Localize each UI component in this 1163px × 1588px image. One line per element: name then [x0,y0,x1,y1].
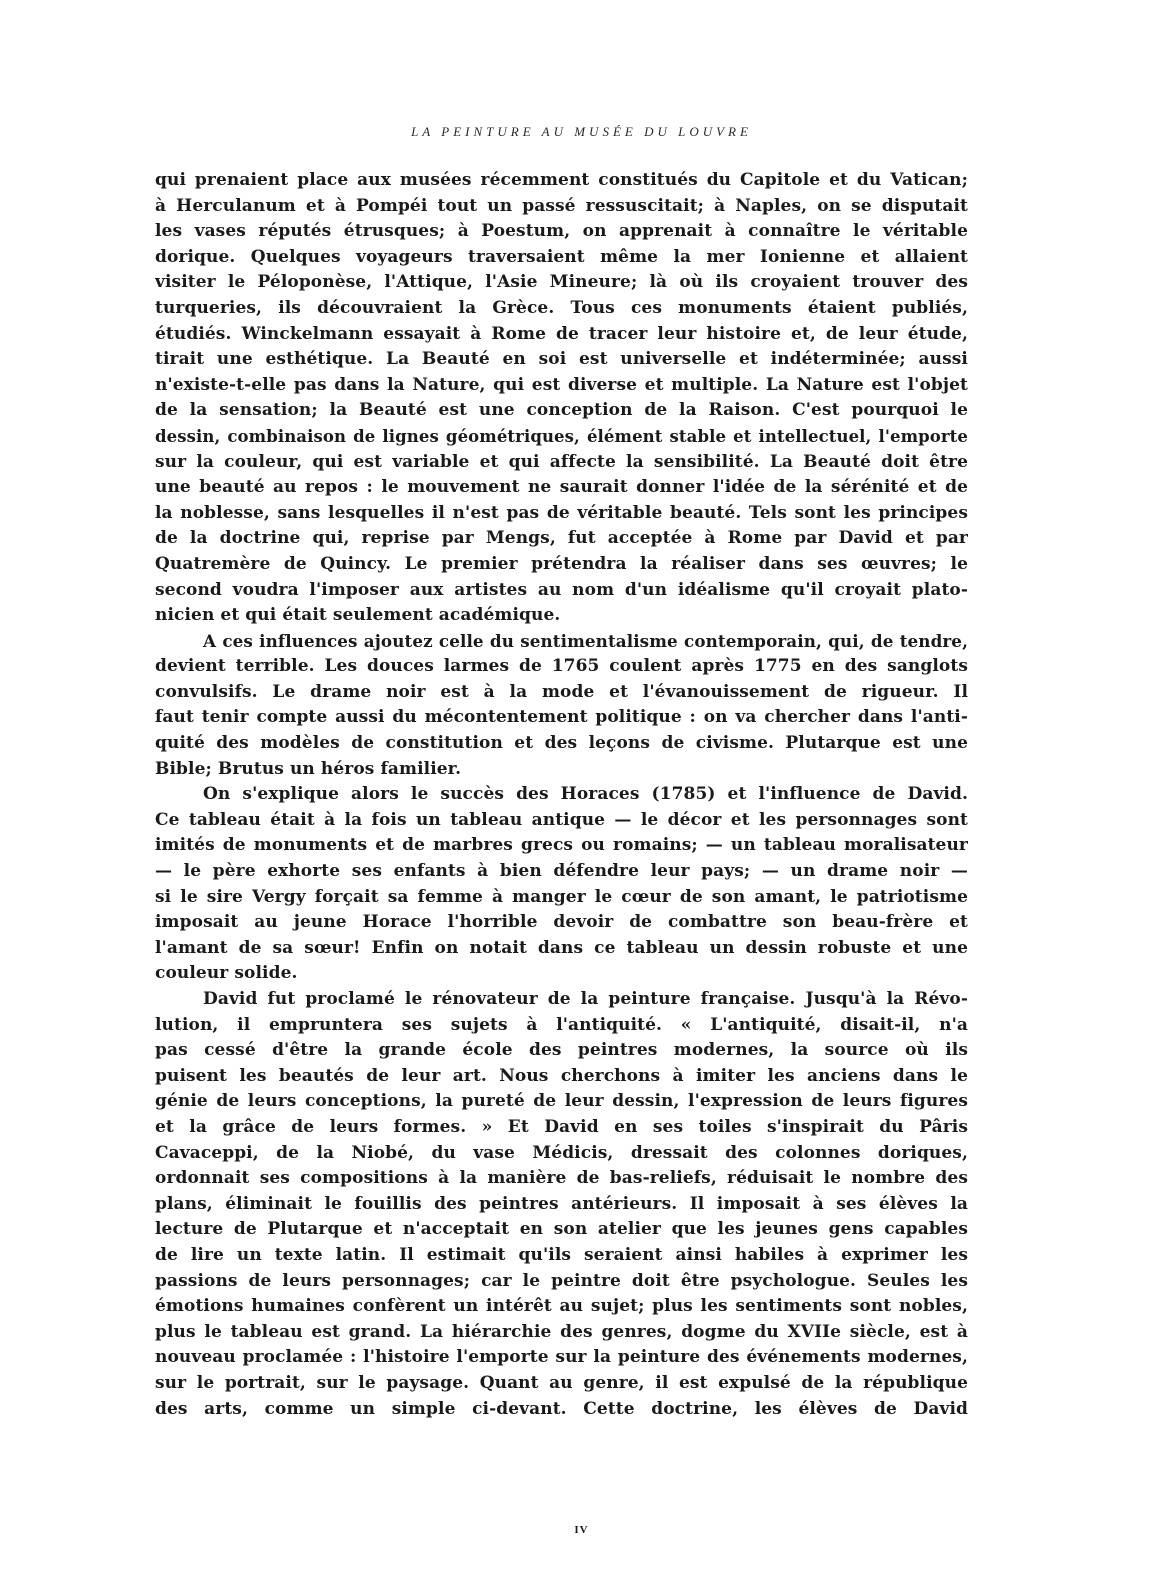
text-line: la noblesse, sans lesquelles il n'est pas de véritable beauté. Tels sont les principes [155,502,968,523]
running-head: LA PEINTURE AU MUSÉE DU LOUVRE [411,124,752,139]
text-line: imités de monuments et de marbres grecs ou romains; — un tableau moralisateur [155,835,968,856]
text-line: — le père exhorte ses enfants à bien défendre leur pays; — un drame noir — [155,861,968,882]
text-line: lecture de Plutarque et n'acceptait en son atelier que les jeunes gens capables [155,1219,968,1240]
text-line: couleur solide. [155,963,298,984]
text-line: les vases réputés étrusques; à Poestum, on apprenait à connaître le véritable [155,221,968,242]
text-line: visiter le Péloponèse, l'Attique, l'Asie Mineure; là où ils croyaient trouver des [155,272,968,293]
page-number: IV [574,1524,589,1536]
text-line: n'existe-t-elle pas dans la Nature, qui est diverse et multiple. La Nature est l'objet [155,374,968,395]
text-line: si le sire Vergy forçait sa femme à manger le cœur de son amant, le patriotisme [155,886,968,907]
text-line: Quatremère de Quincy. Le premier prétendra la réaliser dans ses œuvres; le [155,553,968,574]
text-line: A ces influences ajoutez celle du sentimentalisme contemporain, qui, de tendre, [203,630,968,651]
text-line: Cavaceppi, de la Niobé, du vase Médicis, dressait des colonnes doriques, [155,1142,968,1163]
text-line: étudiés. Winckelmann essayait à Rome de tracer leur histoire et, de leur étude, [155,323,968,344]
text-line: imposait au jeune Horace l'horrible devoir de combattre son beau-frère et [155,912,968,933]
text-line: nicien et qui était seulement académique. [155,605,561,626]
text-line: puisent les beautés de leur art. Nous cherchons à imiter les anciens dans le [155,1065,968,1086]
text-line: une beauté au repos : le mouvement ne saurait donner l'idée de la sérénité et de [155,477,968,498]
text-line: de lire un texte latin. Il estimait qu'ils seraient ainsi habiles à exprimer les [155,1244,968,1265]
text-line: pas cessé d'être la grande école des peintres modernes, la source où ils [155,1040,968,1061]
text-line: génie de leurs conceptions, la pureté de leur dessin, l'expression de leurs figures [155,1091,968,1112]
text-line: convulsifs. Le drame noir est à la mode et l'évanouissement de rigueur. Il [155,681,968,702]
text-line: l'amant de sa sœur! Enfin on notait dans ce tableau un dessin robuste et une [155,937,968,958]
text-line: faut tenir compte aussi du mécontentement politique : on va chercher dans l'anti- [155,707,968,728]
text-line: quité des modèles de constitution et des leçons de civisme. Plutarque est une [155,733,968,754]
text-line: Ce tableau était à la fois un tableau antique — le décor et les personnages sont [155,809,968,830]
text-line: Bible; Brutus un héros familier. [155,758,462,779]
text-line: lution, il empruntera ses sujets à l'antiquité. « L'antiquité, disait-il, n'a [155,1014,968,1035]
text-line: à Herculanum et à Pompéi tout un passé ressuscitait; à Naples, on se disputait [155,195,968,216]
text-line: sur le portrait, sur le paysage. Quant au genre, il est expulsé de la république [155,1372,968,1393]
text-line: de la sensation; la Beauté est une conception de la Raison. C'est pourquoi le [155,400,968,421]
text-line: tirait une esthétique. La Beauté en soi est universelle et indéterminée; aussi [155,349,968,370]
text-line: passions de leurs personnages; car le peintre doit être psychologue. Seules les [155,1270,968,1291]
text-line: dessin, combinaison de lignes géométriques, élément stable et intellectuel, l'emporte [155,426,968,446]
text-line: qui prenaient place aux musées récemment constitués du Capitole et du Vatican; [155,170,968,190]
body-text [155,168,968,1422]
text-line: émotions humaines confèrent un intérêt au sujet; plus les sentiments sont nobles, [155,1296,968,1317]
text-line: turqueries, ils découvraient la Grèce. Tous ces monuments étaient publiés, [155,297,968,318]
text-line: des arts, comme un simple ci-devant. Cette doctrine, les élèves de David [155,1398,968,1419]
text-line: David fut proclamé le rénovateur de la peinture française. Jusqu'à la Révo- [203,989,968,1009]
text-line: dorique. Quelques voyageurs traversaient même la mer Ionienne et allaient [155,246,968,267]
text-line: second voudra l'imposer aux artistes au nom d'un idéalisme qu'il croyait plato- [155,579,968,600]
text-line: nouveau proclamée : l'histoire l'emporte sur la peinture des événements modernes, [155,1347,968,1368]
text-line: et la grâce de leurs formes. » Et David en ses toiles s'inspirait du Pâris [155,1116,968,1137]
text-line: plans, éliminait le fouillis des peintres antérieurs. Il imposait à ses élèves la [155,1193,968,1214]
text-line: plus le tableau est grand. La hiérarchie des genres, dogme du XVIIe siècle, est à [155,1321,968,1342]
text-line: devient terrible. Les douces larmes de 1765 coulent après 1775 en des sanglots [155,656,968,677]
text-line: sur la couleur, qui est variable et qui affecte la sensibilité. La Beauté doit être [155,451,968,472]
text-line: de la doctrine qui, reprise par Mengs, fut acceptée à Rome par David et par [155,528,968,549]
text-line: On s'explique alors le succès des Horaces (1785) et l'influence de David. [203,784,968,805]
text-line: ordonnait ses compositions à la manière de bas-reliefs, réduisait le nombre des [155,1168,968,1189]
